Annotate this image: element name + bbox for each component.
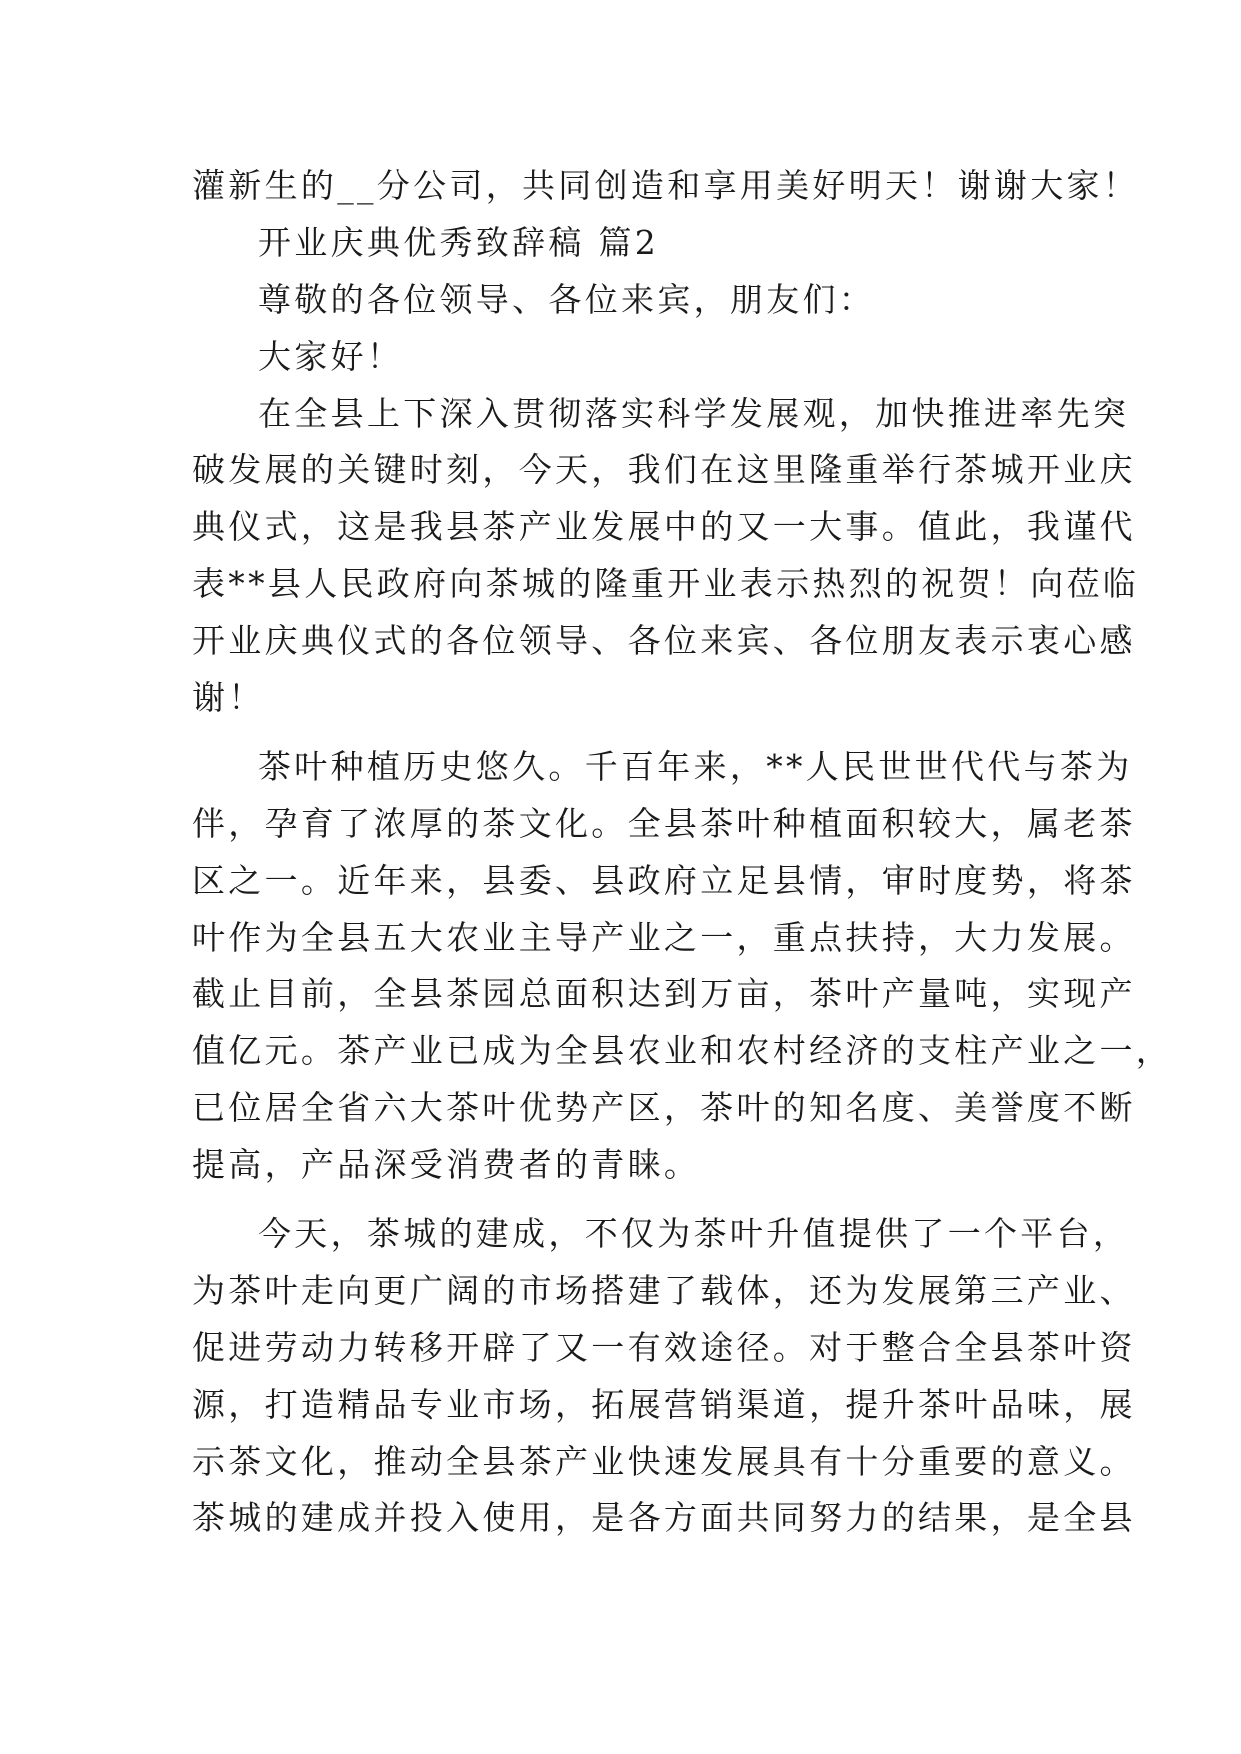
text-line: 叶作为全县五大农业主导产业之一，重点扶持，大力发展。 bbox=[192, 917, 1136, 957]
text-line: 开业庆典优秀致辞稿 篇2 bbox=[258, 222, 660, 262]
text-line: 灌新生的__分公司，共同创造和享用美好明天！谢谢大家！ bbox=[192, 166, 1140, 205]
text-line: 伴，孕育了浓厚的茶文化。全县茶叶种植面积较大，属老茶 bbox=[192, 803, 1136, 843]
text-line: 截止目前，全县茶园总面积达到万亩，茶叶产量吨，实现产 bbox=[192, 974, 1136, 1014]
text-line: 破发展的关键时刻，今天，我们在这里隆重举行茶城开业庆 bbox=[192, 450, 1136, 490]
paragraph-gap bbox=[192, 1194, 1062, 1206]
text-line: 谢！ bbox=[192, 678, 265, 718]
text-line: 示茶文化，推动全县茶产业快速发展具有十分重要的意义。 bbox=[192, 1441, 1136, 1481]
text-line: 源，打造精品专业市场，拓展营销渠道，提升茶叶品味，展 bbox=[192, 1384, 1136, 1424]
text-line: 开业庆典仪式的各位领导、各位来宾、各位朋友表示衷心感 bbox=[192, 621, 1136, 661]
text-line: 促进劳动力转移开辟了又一有效途径。对于整合全县茶叶资 bbox=[192, 1327, 1136, 1367]
document-body bbox=[192, 158, 1173, 1547]
text-line: 值亿元。茶产业已成为全县农业和农村经济的支柱产业之一， bbox=[192, 1031, 1173, 1071]
text-line: 尊敬的各位领导、各位来宾，朋友们： bbox=[258, 279, 876, 319]
text-line: 为茶叶走向更广阔的市场搭建了载体，还为发展第三产业、 bbox=[192, 1270, 1136, 1310]
text-line: 在全县上下深入贯彻落实科学发展观，加快推进率先突 bbox=[258, 393, 1130, 433]
paragraph-gap bbox=[192, 727, 1062, 739]
text-line: 区之一。近年来，县委、县政府立足县情，审时度势，将茶 bbox=[192, 860, 1136, 900]
text-line: 大家好！ bbox=[258, 336, 404, 376]
text-line: 茶叶种植历史悠久。千百年来，**人民世世代代与茶为 bbox=[258, 746, 1133, 786]
text-line: 提高，产品深受消费者的青睐。 bbox=[192, 1145, 701, 1185]
text-line: 今天，茶城的建成，不仅为茶叶升值提供了一个平台， bbox=[258, 1214, 1130, 1254]
text-line: 已位居全省六大茶叶优势产区，茶叶的知名度、美誉度不断 bbox=[192, 1088, 1136, 1128]
text-line: 表**县人民政府向茶城的隆重开业表示热烈的祝贺！向莅临 bbox=[192, 564, 1140, 604]
text-line: 典仪式，这是我县茶产业发展中的又一大事。值此，我谨代 bbox=[192, 507, 1136, 547]
text-line: 茶城的建成并投入使用，是各方面共同努力的结果，是全县 bbox=[192, 1498, 1136, 1538]
